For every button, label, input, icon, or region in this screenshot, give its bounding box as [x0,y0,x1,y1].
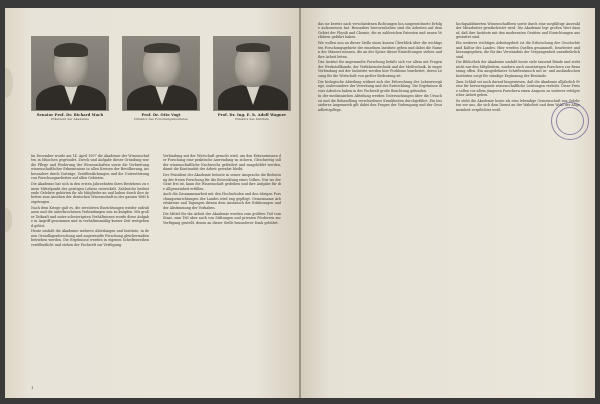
portrait-photo [31,36,109,111]
paragraph: Zum Schluß sei noch darauf hingewiesen, daß die Akademie alljährlich Preise für hervorragende wissenschaftliche Leistungen verleiht. Diese Preise sollen vor allem jüngeren Forschern einen Ansporn zu weiterer erfolgreicher Arbeit geben. [456,79,580,97]
page-wear [5,208,12,232]
portrait-photo [213,36,291,111]
portrait-photo [122,36,200,111]
paragraph: Verbindung mit der Wirtschaft gesucht wird, um den Erkenntnissen der Forschung eine praktische Anwendung zu sichern. Gleichzeitig soll der wissenschaftliche Nachwuchs gefördert und ausgebildet werden, damit die Kontinuität der Arbeit gewahrt bleibt. [163,154,281,172]
portrait-role: Direktor des Forschungsinstitutes [134,117,188,121]
text-column [318,22,442,114]
portrait-3 [213,36,291,136]
portrait-name: Senator Prof. Dr. Richard Mach [36,113,104,117]
left-page [5,8,300,398]
portrait-row [31,36,291,136]
paragraph: Auch die Zusammenarbeit mit den Hochschulen und den übrigen Forschungseinrichtungen des Landes wird eng gepflegt. Gemeinsame Arbeitskreise und Tagungen dienen dem Austausch der Erfahrungen und der Abstimmung der Vorhaben. [163,192,281,210]
text-column [163,154,281,249]
portrait-2 [122,36,200,136]
paragraph: Heute umfaßt die Akademie mehrere Abteilungen und Institute, in denen Grundlagenforschung und angewandte Forschung gleichermaßen betrieben werden. Die Ergebnisse werden in eigenen Schriftenreihen veröffentlicht und stehen der Fachwelt zur Verfügung. [31,229,149,247]
paragraph: So steht die Akademie heute als eine lebendige Gemeinschaft von Gelehrten vor uns, die sich dem Dienst an der Wahrheit und dem Wohl der Allgemeinheit verpflichtet weiß. [456,98,580,112]
right-text-columns [318,22,580,114]
library-stamp-icon [551,102,589,140]
page-wear [5,68,13,98]
text-column [456,22,580,114]
paragraph: Die biologische Abteilung widmet sich der Erforschung der Lebensvorgänge, insbesondere der Vererbung und der Entwicklung. Die Ergebnisse dieser Arbeiten haben in der Fachwelt große Beachtung gefunden. [318,79,442,93]
paragraph: Das Institut für angewandte Forschung befaßt sich vor allem mit Fragen der Werkstoffkunde, der Verfahrenstechnik und der Meßtechnik. In enger Verbindung mit der Industrie werden hier Probleme bearbeitet, deren Lösung für die Wirtschaft von großer Bedeutung ist. [318,60,442,78]
left-text-columns [31,154,281,249]
paragraph: Ein weiteres wichtiges Arbeitsgebiet ist die Erforschung der Geschichte und Kultur des Landes. Hier werden Quellen gesammelt, bearbeitet und herausgegeben, die für das Verständnis der Vergangenheit unentbehrlich sind. [456,41,580,59]
paragraph: das sie bereits nach verschiedenen Richtungen hin ausgezeichnete Erfolge aufzuweisen hat. Besonders hervorzuheben sind die Arbeiten auf dem Gebiet der Physik und Chemie, die zu zahlreichen Patenten und neuen Verfahren geführt haben. [318,22,442,40]
paragraph: In der medizinischen Abteilung werden Untersuchungen über die Ursachen und die Behandlung verschiedener Krankheiten durchgeführt. Ein besonderes Augenmerk gilt dabei den Fragen der Vorbeugung und der Gesundheitspflege. [318,94,442,112]
portrait-name: Prof. Dr. Ing. E. h. Adolf Wagner [217,113,287,117]
right-page [300,8,595,398]
document-spread [5,8,595,398]
portrait-1 [31,36,109,136]
portrait-role: Präsident der Akademie [51,117,89,121]
page-number: 1 [31,385,34,390]
paragraph: Nach dem Kriege galt es, die zerstörten Einrichtungen wieder aufzubauen und die unterbrochenen Verbindungen neu zu knüpfen. Mit großer Tatkraft und unter schwierigsten Verhältnissen wurde diese Aufgabe in Angriff genommen und in verhältnismäßig kurzer Zeit weitgehend gelöst. [31,205,149,228]
paragraph: Im Dezember wurde am 14. April 1907 die Akademie der Wissenschaften in München gegründet. Zweck und Aufgabe dieser Gründung war die Pflege und Förderung der Wissenschaften sowie die Verbreitung wissenschaftlicher Erkenntnisse in allen Kreisen der Bevölkerung, insbesondere durch Vorträge, Veröffentlichungen und die Unterstützung von Forschungsarbeiten auf allen Gebieten. [31,154,149,181]
portrait-role: Direktor des Instituts [235,117,269,121]
paragraph: Wir wollen nun an dieser Stelle einen kurzen Überblick über die wichtigsten Forschungsgebiete der einzelnen Institute geben und dabei die Namen der Männer nennen, die an der Spitze dieser Einrichtungen stehen und ihre Arbeit leiten. [318,41,442,59]
paragraph: Die Bibliothek der Akademie umfaßt heute viele tausend Bände und steht nicht nur den Mitgliedern, sondern auch auswärtigen Forschern zur Benutzung offen. Ein ausgedehnter Schriftentausch mit in- und ausländischen Instituten sorgt für ständige Ergänzung der Bestände. [456,60,581,78]
portrait-name: Prof. Dr. Otto Vogt [141,113,181,117]
gutter-fold [299,8,301,398]
text-column [31,154,149,249]
paragraph: hochqualifizierten Wissenschaftlern sowie durch eine sorgfältige Auswahl der Mitarbeiter gewährleistet wird. Die Akademie legt großen Wert darauf, daß ihre Institute mit den modernsten Geräten und Einrichtungen ausgestattet sind. [456,22,580,40]
paragraph: Der Präsident der Akademie betonte in seiner Ansprache die Bedeutung der freien Forschung für die Entwicklung eines Volkes. Nur wo der Geist frei ist, kann die Wissenschaft gedeihen und ihre Aufgabe für die Allgemeinheit erfüllen. [163,173,281,191]
paragraph: Die Akademie hat sich in den ersten Jahrzehnten ihres Bestehens zu einem Mittelpunkt des geistigen Lebens entwickelt. Zahlreiche bedeutende Gelehrte gehörten ihr als Mitglieder an und haben durch ihre Arbeiten zum Ansehen der deutschen Wissenschaft in der ganzen Welt beigetragen. [31,182,149,204]
paragraph: Die Mittel für die Arbeit der Akademie werden zum größten Teil vom Staat, zum Teil aber auch von Stiftungen und privaten Förderern zur Verfügung gestellt, denen an dieser Stelle besonderer Dank gebührt. [163,211,281,225]
